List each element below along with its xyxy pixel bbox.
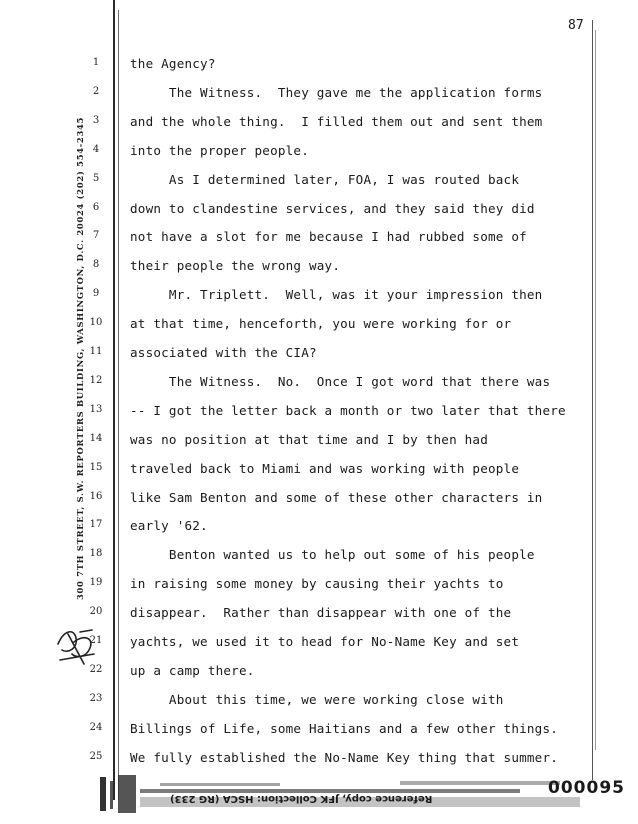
line-number: 13 <box>89 403 103 415</box>
line-number: 23 <box>89 692 103 704</box>
transcript-line: The Witness. No. Once I got word that there was <box>130 373 551 389</box>
page-number: 87 <box>568 18 584 33</box>
transcript-line: Mr. Triplett. Well, was it your impression then <box>130 287 543 303</box>
transcript-line: traveled back to Miami and was working with people <box>130 460 520 476</box>
line-number: 8 <box>92 259 100 271</box>
line-number: 21 <box>89 635 103 646</box>
transcript-line: About this time, we were working close with <box>130 691 504 707</box>
transcript-line: up a camp there. <box>130 662 255 678</box>
reporter-address-stamp <box>60 116 85 605</box>
transcript-line: -- I got the letter back a month or two later that there <box>130 402 566 418</box>
line-number: 7 <box>92 230 100 242</box>
transcript-line: not have a slot for me because I had rubbed some of <box>130 229 527 245</box>
line-number: 18 <box>89 548 103 560</box>
right-margin-rule-inner <box>595 30 596 750</box>
line-number: 4 <box>92 143 100 155</box>
transcript-line: early '62. <box>130 518 208 534</box>
transcript-line: their people the wrong way. <box>130 258 341 274</box>
line-number: 2 <box>92 85 100 97</box>
line-number: 24 <box>89 721 103 733</box>
line-number: 12 <box>89 374 103 386</box>
transcript-line: like Sam Benton and some of these other characters in <box>130 489 543 505</box>
transcript-line: Billings of Life, some Haitians and a few other things. <box>130 720 559 736</box>
right-margin-rule <box>592 20 593 780</box>
line-number: 20 <box>89 606 103 618</box>
transcript-line: and the whole thing. I filled them out and sent them <box>130 113 543 129</box>
transcript-line: yachts, we used it to head for No-Name Key and set <box>130 634 520 649</box>
reporter-address-text: 300 7TH STREET, S.W. REPORTERS BUILDING, WASHINGTON, D.C. 20024 (202) 554-2345 <box>75 116 85 600</box>
transcript-line: into the proper people. <box>130 142 309 158</box>
line-number: 9 <box>92 288 100 300</box>
line-number: 25 <box>89 750 103 762</box>
left-margin-rule-inner <box>118 10 119 800</box>
line-number: 6 <box>92 201 100 213</box>
line-number: 11 <box>89 346 103 357</box>
line-number: 5 <box>92 172 100 184</box>
transcript-line: associated with the CIA? <box>130 345 317 360</box>
left-margin-rule <box>113 0 115 800</box>
transcript-line: Benton wanted us to help out some of his people <box>130 547 535 563</box>
transcript-line: at that time, henceforth, you were working for or <box>130 316 512 332</box>
line-number: 16 <box>89 490 103 502</box>
transcript-line: We fully established the No-Name Key thing that summer. <box>130 749 559 765</box>
footer-reference-text: Reference copy, JFK Collection: HSCA (RG 233) <box>170 793 433 804</box>
line-number: 1 <box>92 57 100 68</box>
line-number: 19 <box>89 577 103 589</box>
line-number: 17 <box>89 519 103 531</box>
line-number: 14 <box>89 432 103 444</box>
line-number: 3 <box>92 114 100 126</box>
line-number: 22 <box>89 663 103 675</box>
line-number: 15 <box>89 461 103 473</box>
transcript-line: As I determined later, FOA, I was routed back <box>130 171 520 187</box>
transcript-line: The Witness. They gave me the application forms <box>130 84 543 100</box>
transcript-line: was no position at that time and I by then had <box>130 431 488 447</box>
document-number: 000095 <box>548 778 625 798</box>
transcript-line: the Agency? <box>130 56 216 71</box>
transcript-line: in raising some money by causing their yachts to <box>130 576 504 592</box>
transcript-line: down to clandestine services, and they said they did <box>130 200 535 216</box>
transcript-line: disappear. Rather than disappear with one of the <box>130 605 512 621</box>
line-number: 10 <box>89 317 103 329</box>
